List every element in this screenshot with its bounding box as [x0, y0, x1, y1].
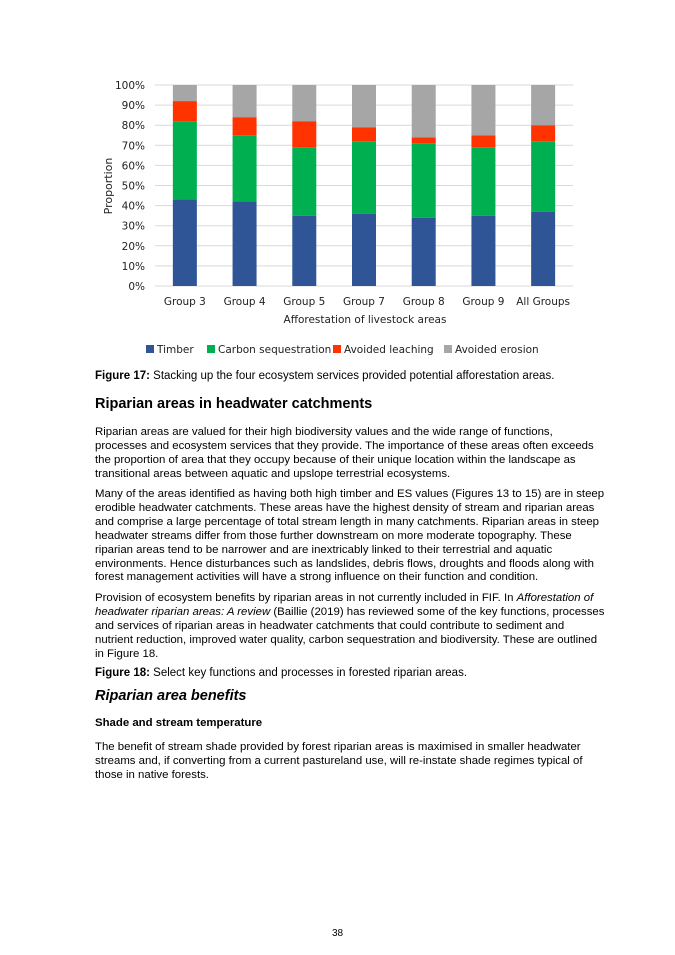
bar-segment-timber	[471, 216, 495, 286]
legend-swatch	[444, 345, 452, 353]
y-tick-label: 10%	[121, 260, 145, 273]
paragraph-2: Many of the areas identified as having both high timber and ES values (Figures 13 to 15) are in steep erodible headwater catchments. These areas have the highest density of stream and riparian areas and comprise a large percentage of total stream length in many catchments. Riparian areas in steep headwater streams differ from those further downstream on more moderate topography. These riparian areas tend to be narrower and are inextricably linked to their terrestrial and aquatic environments. Hence disturbances such as landslides, debris flows, droughts and floods along with forest management activities will have a strong influence on their function and condition.	[95, 488, 605, 584]
y-tick-label: 0%	[128, 281, 145, 293]
bar-segment-carbon-sequestration	[412, 143, 436, 217]
x-tick-label: All Groups	[516, 296, 571, 308]
x-tick-label: Group 9	[462, 296, 505, 308]
x-tick-label: Group 5	[283, 296, 326, 308]
legend-label: Carbon sequestration	[218, 344, 332, 356]
bar-segment-timber	[412, 218, 436, 286]
x-axis-ticks	[164, 296, 570, 308]
paragraph-1: Riparian areas are valued for their high biodiversity values and the wide range of functions, processes and ecosystem services that they provide. The importance of these areas often exceeds the proportion of area that they occupy because of their unique location within the landscape as transitional areas between aquatic and upslope terrestrial ecosystems.	[95, 426, 594, 480]
bar-segment-avoided-leaching	[233, 117, 257, 135]
subsection-title: Riparian area benefits	[95, 688, 247, 704]
bar-segment-avoided-leaching	[531, 125, 555, 141]
figure-17-label: Figure 17:	[95, 370, 150, 382]
x-tick-label: Group 3	[163, 296, 206, 308]
bar-segment-carbon-sequestration	[173, 121, 197, 199]
bar-segment-avoided-erosion	[531, 85, 555, 125]
paragraph-3	[95, 592, 605, 662]
figure-17-text: Stacking up the four ecosystem services provided potential afforestation areas.	[149, 370, 555, 382]
bar-segment-avoided-leaching	[173, 101, 197, 121]
bar-segment-timber	[531, 212, 555, 286]
bar-segment-carbon-sequestration	[352, 141, 376, 213]
x-tick-label: Group 8	[402, 296, 445, 308]
x-axis-label: Afforestation of livestock areas	[283, 314, 447, 326]
bar-segment-carbon-sequestration	[292, 147, 316, 215]
y-tick-label: 30%	[121, 220, 145, 233]
x-tick-label: Group 7	[343, 296, 385, 308]
legend-label: Avoided leaching	[344, 344, 434, 356]
paragraph-3-part-a: Provision of ecosystem benefits by riparian areas in not currently included in FIF. In	[95, 592, 517, 604]
review-title: Afforestation of headwater riparian areas: A review	[95, 592, 594, 618]
bar-segment-carbon-sequestration	[531, 141, 555, 211]
stacked-bar-chart	[0, 0, 675, 370]
bar-segment-avoided-leaching	[471, 135, 495, 147]
y-tick-label: 70%	[121, 140, 145, 153]
bar-segment-avoided-erosion	[471, 85, 495, 135]
bar-segment-timber	[173, 200, 197, 286]
bar-segment-carbon-sequestration	[471, 147, 495, 215]
chart-legend	[146, 344, 539, 356]
bar-segment-timber	[292, 216, 316, 286]
subsubsection-title: Shade and stream temperature	[95, 717, 263, 729]
bar-segment-avoided-erosion	[412, 85, 436, 137]
figure-18-caption	[95, 667, 467, 679]
y-axis-ticks	[115, 80, 145, 293]
y-tick-label: 20%	[121, 240, 145, 253]
legend-swatch	[207, 345, 215, 353]
y-tick-label: 60%	[121, 160, 145, 173]
legend-swatch	[146, 345, 154, 353]
page-number: 38	[331, 928, 344, 939]
figure-18-text: Select key functions and processes in forested riparian areas.	[149, 667, 468, 679]
bar-segment-avoided-erosion	[233, 85, 257, 117]
bar-segment-carbon-sequestration	[233, 135, 257, 201]
figure-18-label: Figure 18:	[95, 667, 150, 679]
bar-segment-avoided-erosion	[352, 85, 376, 127]
bar-segment-avoided-leaching	[292, 121, 316, 147]
paragraph-3-part-b: (Baillie (2019) has reviewed some of the key functions, processes and services of riparian areas in headwater catchments that could contribute to sediment and nutrient reduction, improved water quality, carbon sequestration and biodiversity. These are outlined in Figure 18.	[95, 605, 605, 660]
y-tick-label: 80%	[121, 120, 145, 133]
bar-segment-avoided-leaching	[352, 127, 376, 141]
legend-label: Avoided erosion	[455, 344, 539, 356]
paragraph-4: The benefit of stream shade provided by forest riparian areas is maximised in smaller headwater streams and, if converting from a current pastureland use, will re-instate shade regimes typical of those in native forests.	[95, 741, 583, 781]
bar-segment-avoided-erosion	[292, 85, 316, 121]
bar-segment-avoided-leaching	[412, 137, 436, 143]
y-axis-label: Proportion	[102, 157, 115, 215]
y-tick-label: 100%	[114, 80, 145, 92]
figure-17-caption	[95, 370, 554, 382]
bar-segment-timber	[352, 214, 376, 286]
y-tick-label: 90%	[121, 100, 145, 113]
x-tick-label: Group 4	[223, 296, 266, 308]
section-title: Riparian areas in headwater catchments	[95, 396, 373, 412]
y-tick-label: 50%	[121, 180, 145, 193]
bar-segment-timber	[233, 202, 257, 286]
legend-label: Timber	[157, 344, 194, 356]
legend-swatch	[333, 345, 341, 353]
bar-segment-avoided-erosion	[173, 85, 197, 101]
y-tick-label: 40%	[121, 200, 145, 213]
